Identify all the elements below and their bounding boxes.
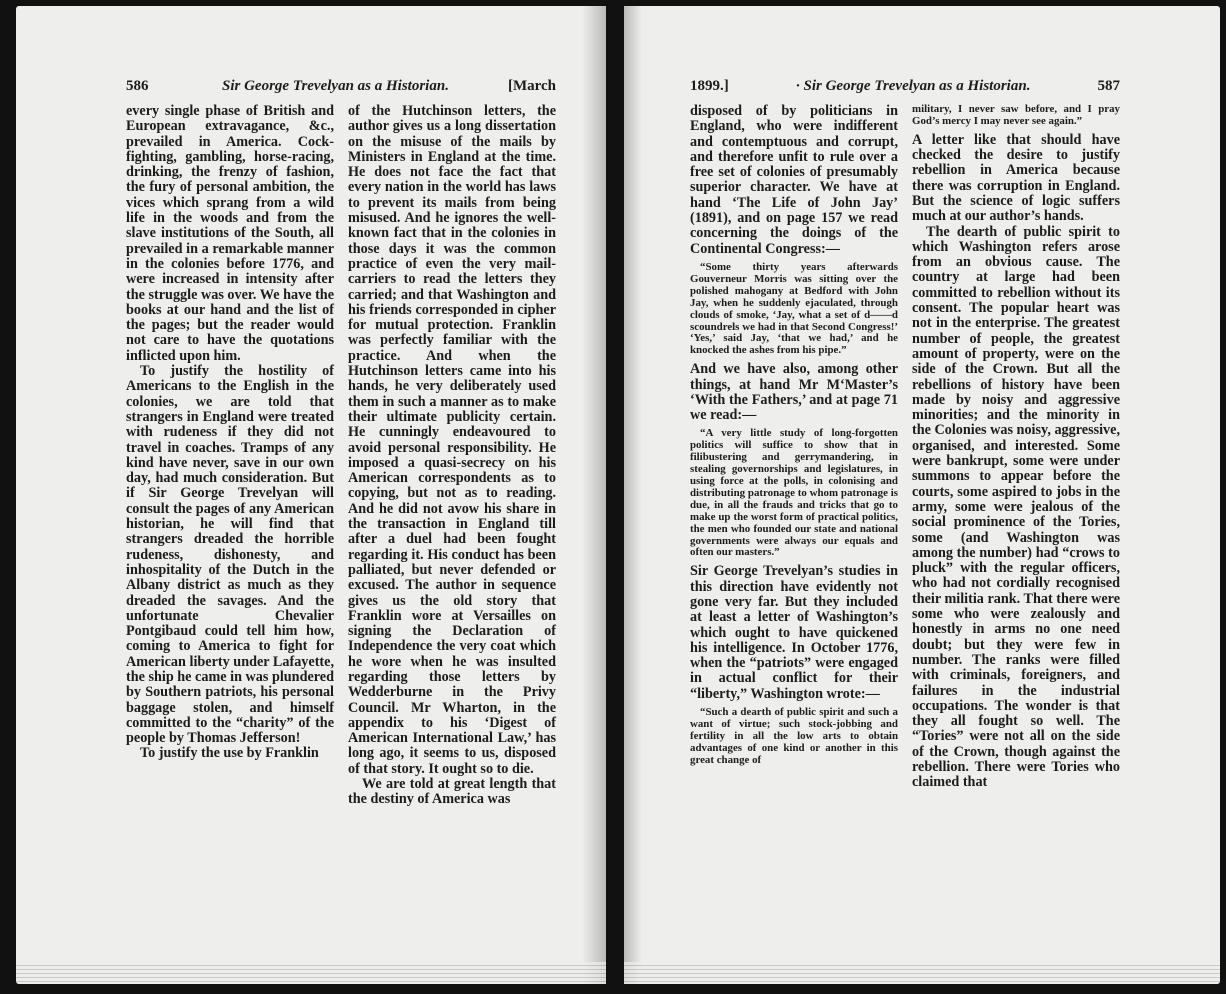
quote-text: “A very little study of long-forgotten politics will suffice to show that in filibustering and gerrymandering, in stealing governorships and legislatures, in using force at the polls, in colonising and distributing patronage to whom patronage is due, in all the frauds and tricks that go to make up the worst form of practical politics, the men who founded our state and national governments were always our equals and often our masters.” (690, 427, 898, 559)
quote-text: “Such a dearth of public spirit and such a want of virtue; such stock-jobbing and fertility in all the low arts to obtain advantages of one kind or another in this great change of (690, 706, 898, 766)
running-title: Sir George Trevelyan as a Historian. (222, 78, 449, 94)
block-quote (690, 707, 898, 767)
block-quote (690, 262, 898, 357)
paragraph: And we have also, among other things, at hand Mr M‘Master’s ‘With the Fathers,’ and at page 71 we read:— (690, 361, 898, 424)
page-number: 587 (1097, 78, 1120, 94)
paragraph: every single phase of British and European extravagance, &c., prevailed in America. Cock-fighting, gambling, horse-racing, drinking, the frenzy of fashion, the fury of personal ambition, the vices which sprang from a wild life in the woods and from the slave institutions of the South, all prevailed in a remarkable manner in the colonies before 1776, and were increased in intensity after the struggle was over. We have the books at our hand and the list of the pages; but the reader would not care to have the quotations inflicted upon him. (126, 103, 334, 364)
quote-text: military, I never saw before, and I pray God’s mercy I may never see again.” (912, 103, 1120, 127)
gutter-shadow (582, 6, 606, 984)
page-number: 586 (126, 78, 149, 94)
quote-text: “Some thirty years afterwards Gouverneur Morris was sitting over the polished mahogany at Bedford with John Jay, when he suddenly ejaculated, through clouds of smoke, ‘Jay, what a set of d——d scoundrels we had in that Second Congress!’ ‘Yes,’ said Jay, ‘that we had,’ and he knocked the ashes from his pipe.” (690, 260, 898, 357)
paragraph: Sir George Trevelyan’s studies in this direction have evidently not gone very far. But they included at least a letter of Washington’s which ought to have quickened his intelligence. In October 1776, when the “patriots” were engaged in actual conflict for their “liberty,” Washington wrote:— (690, 563, 898, 702)
running-head (690, 78, 1120, 98)
paragraph: The dearth of public spirit to which Washington refers arose from an obvious cause. The country at large had been committed to rebellion without its consent. The popular heart was not in the enterprise. The greatest number of people, the greatest amount of property, were on the side of the Crown. But all the rebellions of history have been made by noisy and aggressive minorities; and the minority in the Colonies was noisy, aggressive, organised, and interested. Some were bankrupt, some were under summons to appear before the courts, some aspired to jobs in the army, some were jealous of the social prominence of the Tories, some (and Washington was among the number) had “crows to pluck” with the regular officers, who had not cordially recognised their militia rank. That there were some who were zealously and honestly in arms no one need doubt; but they were few in number. The ranks were filled with criminals, foreigners, and failures in the industrial occupations. The wonder is that they all fought so well. The “Tories” were not all on the side of the Crown, though against the rebellion. There were Tories who claimed that (912, 223, 1120, 791)
page-edges (16, 962, 606, 984)
text-column-2 (348, 104, 556, 808)
text-column-4 (912, 104, 1120, 791)
left-page (16, 6, 606, 984)
paragraph: of the Hutchinson letters, the author gives us a long dissertation on the misuse of the mails by Ministers in England at the time. He does not face the fact that every nation in the world has laws to prevent its mails from being misused. And he ignores the well-known fact that in the colonies in those days it was the common practice of even the very mail-carriers to read the letters they carried; and that Washington and his friends corresponded in cipher for mutual protection. Franklin was perfectly familiar with the practice. And when the Hutchinson letters came into his hands, he very deliberately used them in such a manner as to make their ultimate publicity certain. He cunningly endeavoured to avoid personal responsibility. He imposed a quasi-secrecy on his American correspondents as to copying, but not as to reading. And he did not avow his share in the transaction in England till after a duel had been fought regarding it. His conduct has been palliated, but never defended or excused. The author in sequence gives us the old story that Franklin wore at Versailles on signing the Declaration of Independence the very coat which he wore when he was insulted regarding those letters by Wedderburne in the Privy Council. Mr Wharton, in the appendix to his ‘Digest of American International Law,’ has long ago, it seems to us, disposed of that story. It ought so to die. (348, 103, 556, 777)
running-month: [March (507, 78, 556, 94)
paragraph: We are told at great length that the destiny of America was (348, 776, 556, 808)
right-page (624, 6, 1220, 984)
paragraph: A letter like that should have checked the desire to justify rebellion in America because there was corruption in England. But the science of logic suffers much at our author’s hands. (912, 131, 1120, 225)
paragraph: To justify the use by Franklin (140, 745, 319, 762)
page-edges (624, 962, 1220, 984)
running-title: · Sir George Trevelyan as a Historian. (796, 78, 1031, 94)
block-quote (690, 428, 898, 559)
paragraph: To justify the hostility of Americans to the English in the colonies, we are told that strangers in England were treated with rudeness if they did not travel in coaches. Tramps of any kind have never, save in our own day, had much consideration. But if Sir George Trevelyan will consult the pages of any American historian, he will find that strangers dreaded the horrible rudeness, dishonesty, and inhospitality of the Dutch in the Albany district as much as they dreaded the savages. And the unfortunate Chevalier Pontgibaud could tell him how, coming to America to fight for American liberty under Lafayette, the ship he came in was plundered by Southern patriots, his personal baggage stolen, and himself committed to the “charity” of the people by Thomas Jefferson! (126, 363, 334, 747)
gutter-shadow (624, 6, 642, 984)
block-quote (912, 104, 1120, 128)
running-year: 1899.] (690, 78, 729, 94)
text-column-1 (126, 104, 334, 762)
text-column-3 (690, 104, 898, 772)
paragraph: disposed of by politicians in England, who were indifferent and contemptuous and corrupt, and therefore unfit to rule over a free set of colonies of presumably superior character. We have at hand ‘The Life of John Jay’ (1891), and on page 157 we read concerning the doings of the Continental Congress:— (690, 103, 898, 257)
running-head (126, 78, 556, 98)
